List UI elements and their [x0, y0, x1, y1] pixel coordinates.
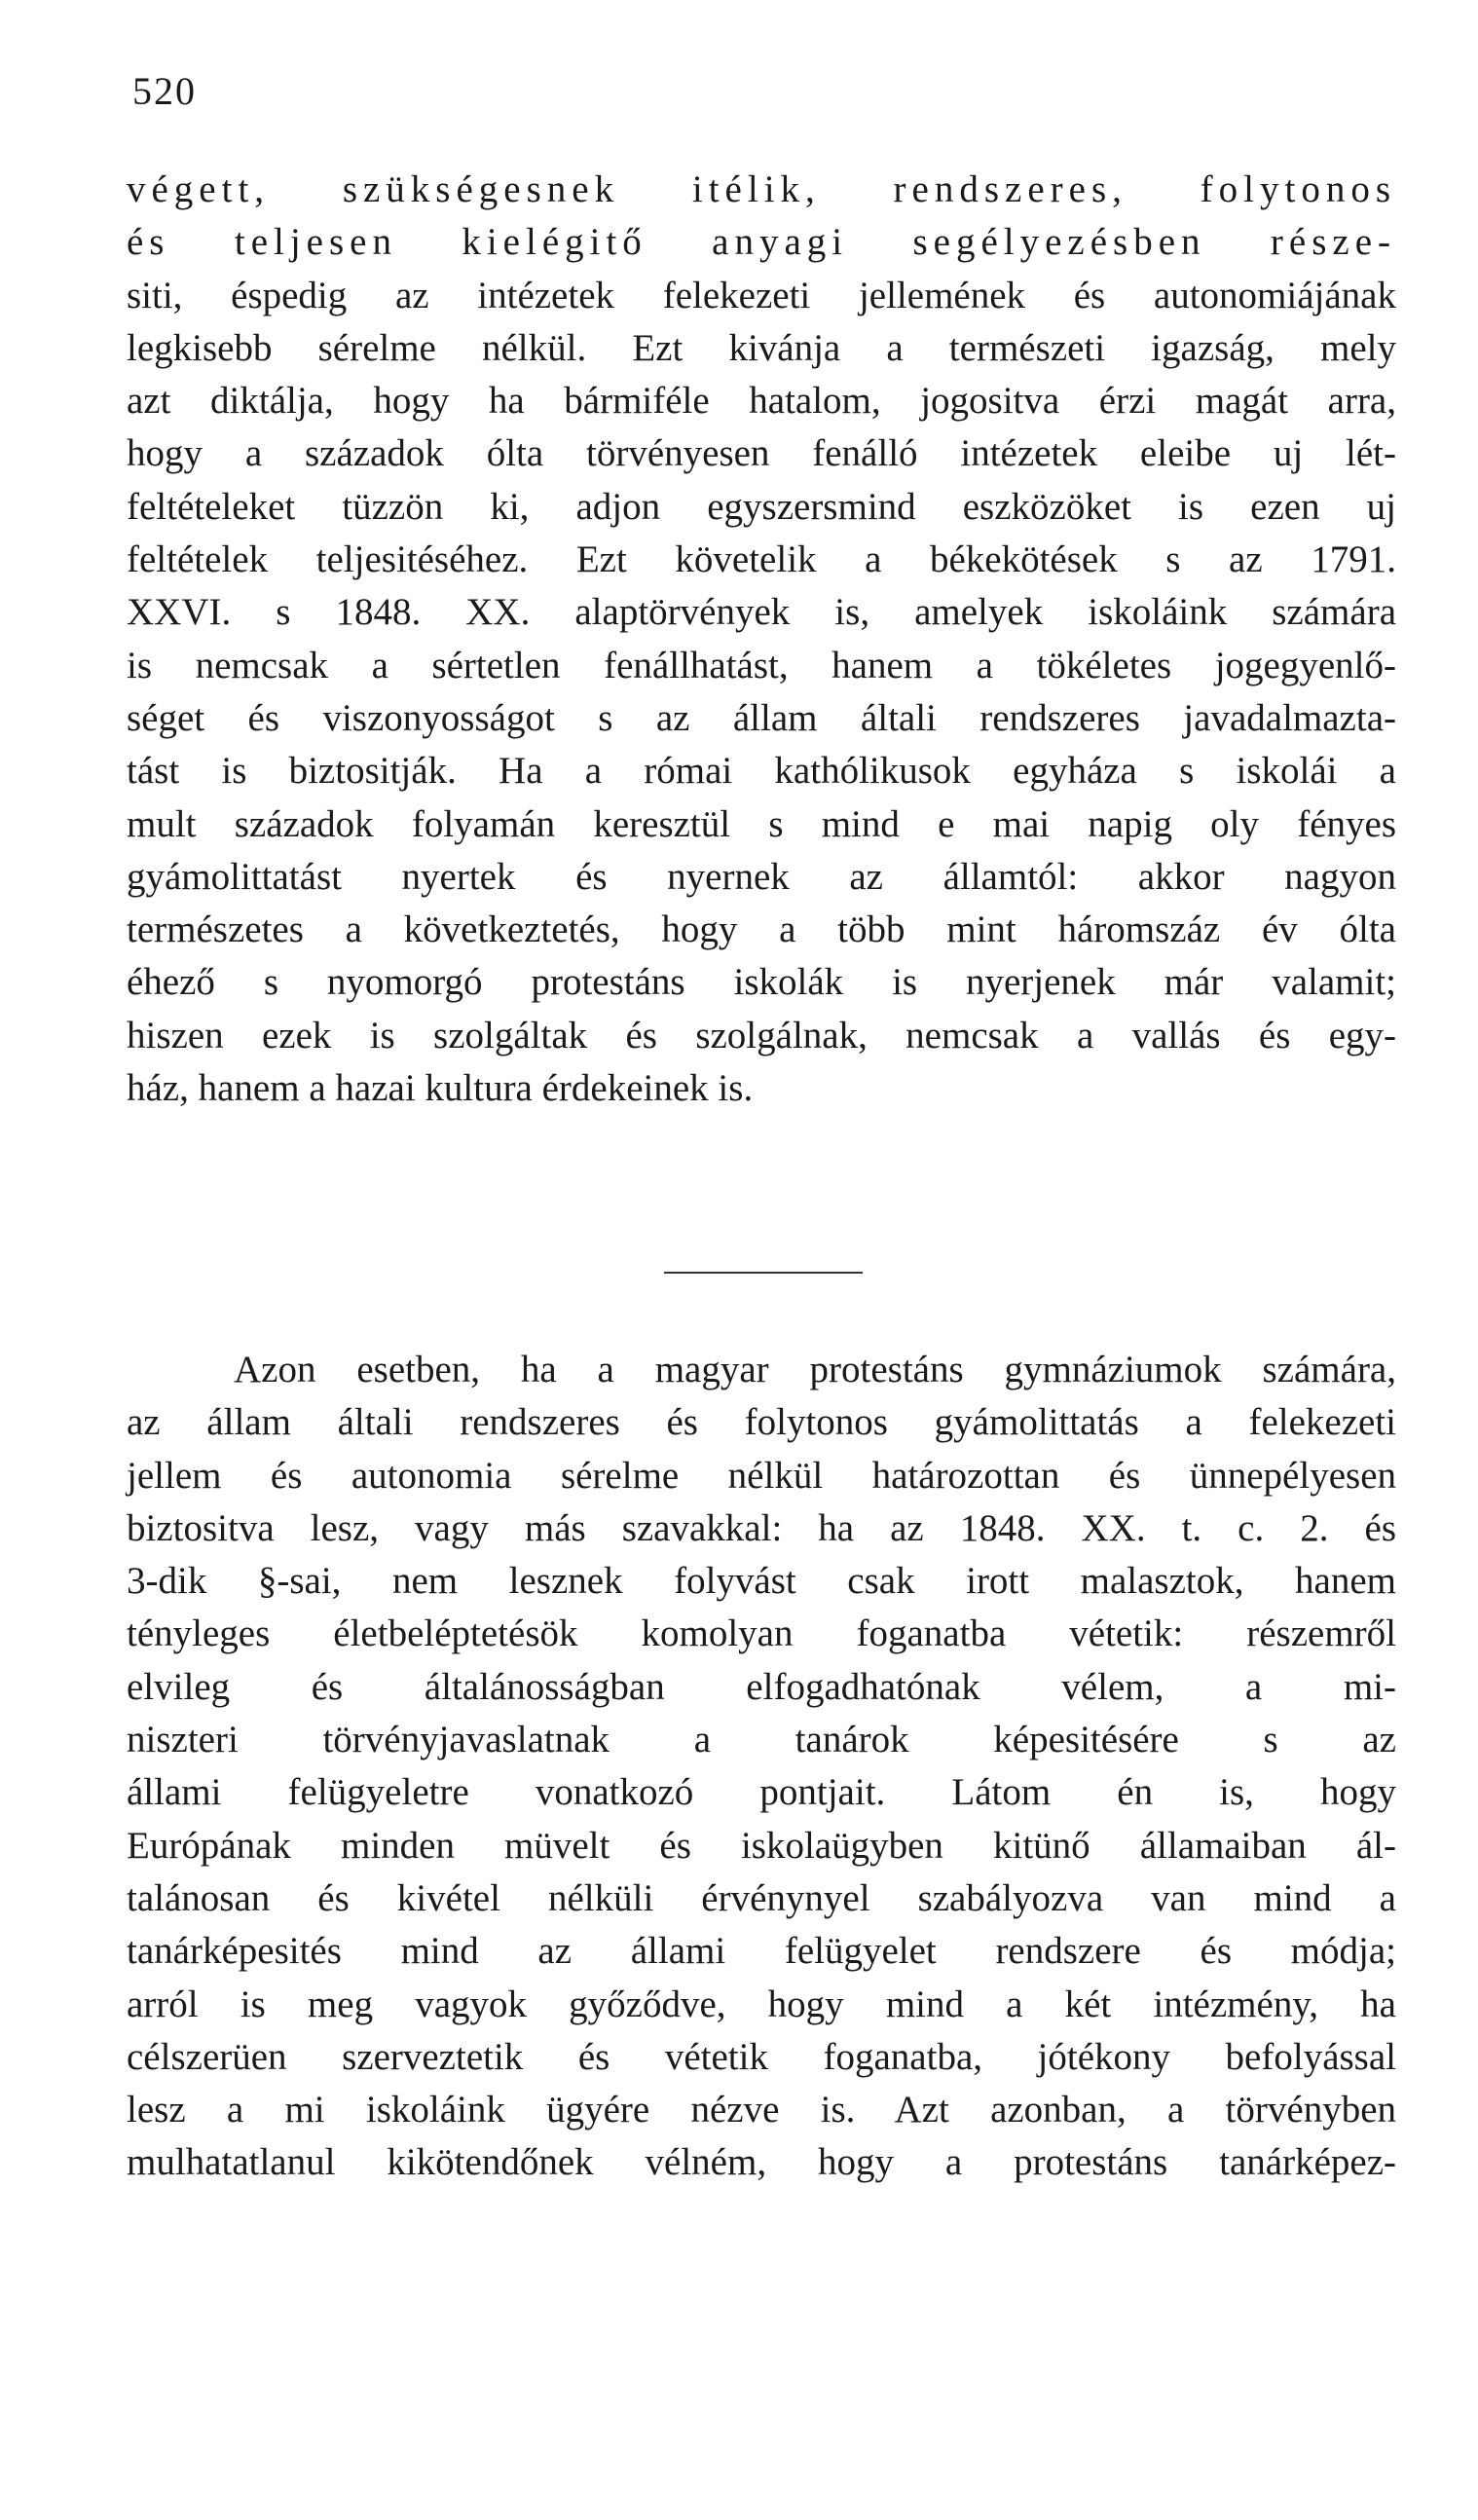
text-line: is nemcsak a sértetlen fenállhatást, hanem a tökéletes jogegyenlő-: [127, 644, 1396, 686]
text-line: siti, éspedig az intézetek felekezeti jellemének és autonomiájának: [127, 274, 1396, 316]
text-line: lesz a mi iskoláink ügyére nézve is. Azt azonban, a törvényben: [127, 2089, 1396, 2131]
text-line: állami felügyeletre vonatkozó pontjait. Látom én is, hogy: [127, 1771, 1396, 1814]
text-line: és teljesen kielégitő anyagi segélyezésben része-: [127, 221, 1396, 264]
text-line: végett, szükségesnek itélik, rendszeres, folytonos: [127, 168, 1396, 210]
text-line: gyámolittatást nyertek és nyernek az államtól: akkor nagyon: [127, 855, 1396, 898]
text-line: azt diktálja, hogy ha bármiféle hatalom, jogositva érzi magát arra,: [127, 380, 1396, 423]
text-line: legkisebb sérelme nélkül. Ezt kivánja a természeti igazság, mely: [127, 326, 1396, 369]
paragraph-1: [127, 164, 1396, 1115]
text-line: célszerüen szerveztetik és vétetik foganatba, jótékony befolyással: [127, 2035, 1396, 2078]
text-line: tanárképesités mind az állami felügyelet rendszere és módja;: [127, 1930, 1396, 1973]
text-line: Azon esetben, ha a magyar protestáns gymnáziumok számára,: [234, 1349, 1396, 1390]
text-line: tényleges életbeléptetésök komolyan foganatba vétetik: részemről: [127, 1612, 1396, 1655]
text-line: éhező s nyomorgó protestáns iskolák is nyerjenek már valamit;: [127, 961, 1396, 1004]
text-line: mulhatatlanul kikötendőnek vélném, hogy a protestáns tanárképez-: [127, 2141, 1396, 2184]
text-line: 3-dik §-sai, nem lesznek folyvást csak irott malasztok, hanem: [127, 1560, 1396, 1603]
text-line: arról is meg vagyok győződve, hogy mind a két intézmény, ha: [127, 1983, 1396, 2025]
text-line: hiszen ezek is szolgáltak és szolgálnak, nemcsak a vallás és egy-: [127, 1014, 1396, 1056]
text-line: séget és viszonyosságot s az állam általi rendszeres javadalmazta-: [127, 696, 1396, 739]
text-line: hogy a századok ólta törvényesen fenálló intézetek eleibe uj lét-: [127, 432, 1396, 475]
text-line: tást is biztositják. Ha a római kathólikusok egyháza s iskolái a: [127, 750, 1396, 793]
page-number: 520: [132, 69, 197, 113]
text-line: mult századok folyamán keresztül s mind e mai napig oly fényes: [127, 802, 1396, 845]
text-line: ház, hanem a hazai kultura érdekeinek is.: [127, 1067, 754, 1110]
paragraph-2: [127, 1344, 1396, 2190]
text-line: jellem és autonomia sérelme nélkül határozottan és ünnepélyesen: [127, 1454, 1396, 1497]
text-line: biztositva lesz, vagy más szavakkal: ha az 1848. XX. t. c. 2. és: [127, 1506, 1396, 1549]
text-line: az állam általi rendszeres és folytonos gyámolittatás a felekezeti: [127, 1401, 1396, 1444]
text-line: feltételek teljesitéséhez. Ezt követelik a békekötések s az 1791.: [127, 538, 1396, 581]
text-line: niszteri törvényjavaslatnak a tanárok képesitésére s az: [127, 1719, 1396, 1761]
text-line: Európának minden müvelt és iskolaügyben kitünő államaiban ál-: [127, 1824, 1396, 1867]
text-line: feltételeket tüzzön ki, adjon egyszersmind eszközöket is ezen uj: [127, 485, 1396, 528]
text-line: természetes a következtetés, hogy a több mint háromszáz év ólta: [127, 908, 1396, 951]
text-line: elvileg és általánosságban elfogadhatónak vélem, a mi-: [127, 1665, 1396, 1708]
text-line: XXVI. s 1848. XX. alaptörvények is, amelyek iskoláink számára: [127, 591, 1396, 634]
text-line: talánosan és kivétel nélküli érvénynyel szabályozva van mind a: [127, 1876, 1396, 1919]
section-divider: [664, 1272, 863, 1274]
